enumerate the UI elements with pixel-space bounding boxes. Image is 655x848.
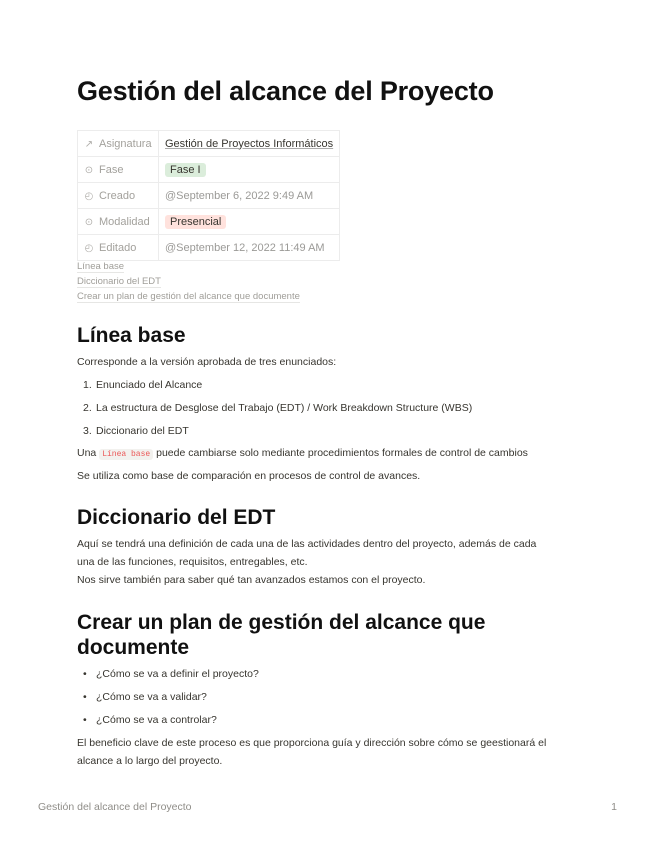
list-item: • ¿Cómo se va a definir el proyecto?: [83, 668, 259, 680]
property-row-asignatura: [78, 131, 340, 157]
asignatura-link[interactable]: Gestión de Proyectos Informáticos: [165, 137, 334, 150]
paragraph: Corresponde a la versión aprobada de tres enunciados:: [77, 356, 337, 368]
list-item: • ¿Cómo se va a controlar?: [83, 714, 217, 726]
page-number: 1: [611, 801, 617, 813]
created-date: @September 6, 2022 9:49 AM: [159, 183, 340, 209]
property-key: Asignatura: [99, 137, 152, 150]
list-item: 2. La estructura de Desglose del Trabajo (EDT) / Work Breakdown Structure (WBS): [83, 402, 473, 414]
paragraph: Nos sirve también para saber qué tan avanzados estamos con el proyecto.: [77, 574, 426, 586]
select-icon: ⊙: [84, 164, 94, 176]
footer-title: Gestión del alcance del Proyecto: [38, 801, 192, 813]
property-key: Editado: [99, 241, 137, 254]
toc-link[interactable]: Crear un plan de gestión del alcance que documente: [77, 291, 300, 302]
toc-link[interactable]: Línea base: [77, 261, 125, 272]
modalidad-tag: Presencial: [165, 215, 226, 229]
toc-link[interactable]: Diccionario del EDT: [77, 276, 161, 287]
property-row-fase: [78, 157, 340, 183]
arrow-up-right-icon: ↗: [84, 138, 94, 150]
section-heading: Crear un plan de gestión del alcance que documente: [77, 611, 486, 659]
clock-icon: ◴: [84, 190, 94, 202]
section-heading: Diccionario del EDT: [77, 506, 276, 529]
table-of-contents: [77, 260, 300, 305]
paragraph: Se utiliza como base de comparación en procesos de control de avances.: [77, 470, 421, 482]
fase-tag: Fase I: [165, 163, 206, 177]
property-row-editado: [78, 235, 340, 261]
list-item: 1. Enunciado del Alcance: [83, 379, 203, 391]
page-title: Gestión del alcance del Proyecto: [77, 76, 494, 106]
paragraph: El beneficio clave de este proceso es que proporciona guía y dirección sobre cómo se geestionará el alcance a lo largo del proyecto.: [77, 737, 547, 767]
property-row-modalidad: [78, 209, 340, 235]
select-icon: ⊙: [84, 216, 94, 228]
edited-date: @September 12, 2022 11:49 AM: [159, 235, 340, 261]
list-item: • ¿Cómo se va a validar?: [83, 691, 207, 703]
section-heading: Línea base: [77, 324, 186, 347]
property-key: Modalidad: [99, 215, 150, 228]
list-item: 3. Diccionario del EDT: [83, 425, 189, 437]
property-row-creado: [78, 183, 340, 209]
property-key: Fase: [99, 163, 124, 176]
properties-table: [77, 130, 340, 261]
paragraph: Aquí se tendrá una definición de cada una de las actividades dentro del proyecto, además de cada una de las funciones, requisitos, entregables, etc.: [77, 538, 537, 568]
clock-icon: ◴: [84, 242, 94, 254]
inline-code: Línea base: [99, 449, 153, 460]
property-key: Creado: [99, 189, 136, 202]
paragraph: Una Línea base puede cambiarse solo mediante procedimientos formales de control de cambios: [77, 447, 528, 459]
